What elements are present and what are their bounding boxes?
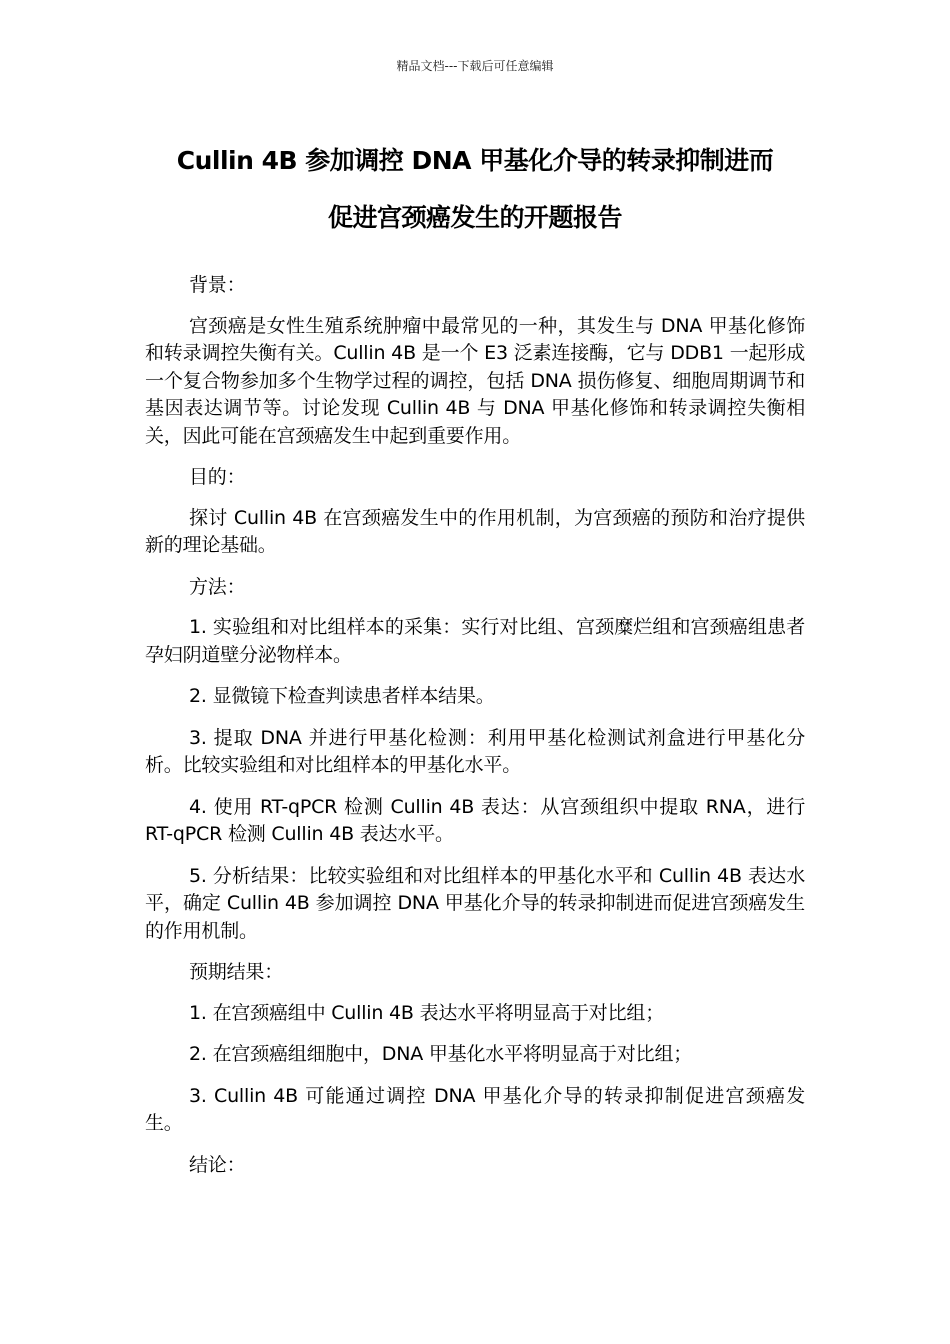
method-item-4: 4. 使用 RT-qPCR 检测 Cullin 4B 表达：从宫颈组织中提取 RNA，进行 RT-qPCR 检测 Cullin 4B 表达水平。: [145, 795, 805, 845]
method-item-5: 5. 分析结果：比较实验组和对比组样本的甲基化水平和 Cullin 4B 表达水平，确定 Cullin 4B 参加调控 DNA 甲基化介导的转录抑制进而促进宫颈癌发生的作用机制。: [145, 864, 805, 942]
title-line-1: Cullin 4B 参加调控 DNA 甲基化介导的转录抑制进而: [176, 146, 774, 175]
expected-results-heading: 预期结果：: [189, 961, 284, 983]
document-body: [145, 272, 805, 1192]
header-note: 精品文档---下载后可任意编辑: [396, 59, 554, 73]
method-item-3: 3. 提取 DNA 并进行甲基化检测：利用甲基化检测试剂盒进行甲基化分析。比较实验组和对比组样本的甲基化水平。: [145, 726, 805, 776]
document-title: [140, 132, 810, 246]
background-paragraph: 宫颈癌是女性生殖系统肿瘤中最常见的一种，其发生与 DNA 甲基化修饰和转录调控失衡有关。Cullin 4B 是一个 E3 泛素连接酶，它与 DDB1 一起形成一个复合物参加多个生物学过程的调控，包括 DNA 损伤修复、细胞周期调节和基因表达调节等。讨论发现 Cullin 4B 与 DNA 甲基化修饰和转录调控失衡相关，因此可能在宫颈癌发生中起到重要作用。: [145, 314, 805, 447]
purpose-paragraph: 探讨 Cullin 4B 在宫颈癌发生中的作用机制，为宫颈癌的预防和治疗提供新的理论基础。: [145, 506, 805, 556]
purpose-heading: 目的：: [189, 466, 246, 488]
expected-item-1: 1. 在宫颈癌组中 Cullin 4B 表达水平将明显高于对比组；: [189, 1001, 664, 1024]
expected-item-3: 3. Cullin 4B 可能通过调控 DNA 甲基化介导的转录抑制促进宫颈癌发生。: [145, 1084, 805, 1134]
background-heading: 背景：: [189, 274, 246, 296]
title-line-2: 促进宫颈癌发生的开题报告: [327, 203, 622, 232]
methods-heading: 方法：: [189, 575, 246, 598]
expected-item-2: 2. 在宫颈癌组细胞中，DNA 甲基化水平将明显高于对比组；: [189, 1043, 693, 1065]
method-item-2: 2. 显微镜下检查判读患者样本结果。: [189, 685, 495, 707]
method-item-1: 1. 实验组和对比组样本的采集：实行对比组、宫颈糜烂组和宫颈癌组患者孕妇阴道壁分泌物样本。: [145, 616, 805, 666]
conclusion-heading: 结论：: [189, 1153, 246, 1176]
